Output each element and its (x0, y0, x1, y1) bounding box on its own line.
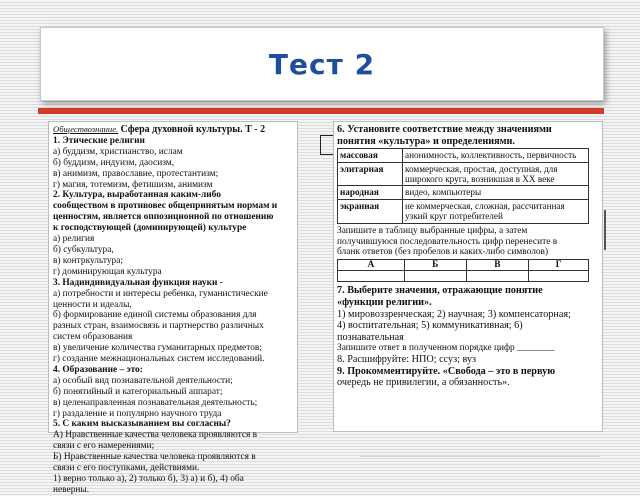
question-line: А) Нравственные качества человека проявляются в (53, 430, 258, 441)
question-line: б) понятийный и категориальный аппарат; (53, 386, 223, 397)
question-line: а) буддизм, христианство, ислам (53, 146, 183, 157)
question-line: в) контркультура; (53, 255, 123, 266)
question-line: в) целенаправленная познавательная деятельность; (53, 397, 258, 408)
answer-cell (466, 271, 528, 282)
bracket-mark (320, 135, 333, 155)
question-line: 4. Образование – это: (53, 364, 143, 375)
accent-bar (38, 108, 604, 114)
q7-option-2: 4) воспитательная; 5) коммуникативная; 6) (337, 320, 523, 332)
question-line: б) субкультура, (53, 244, 114, 255)
matching-term: элитарная (338, 162, 403, 186)
answer-cell (404, 271, 466, 282)
question-line: разных стран, взаимосвязь и партнерство различных (53, 321, 264, 332)
matching-term: народная (338, 186, 403, 199)
scan-edge-mark (604, 210, 606, 250)
question-line: 3. Надиндивидуальная функция науки - (53, 277, 223, 288)
matching-definition: коммерческая, простая, доступная, для широкого круга, возникшая в XX веке (403, 162, 589, 186)
left-header (53, 124, 293, 136)
q7-line-1: 7. Выберите значения, отражающие понятие (337, 285, 543, 297)
q6-line-1: 6. Установите соответствие между значениями (337, 124, 552, 135)
matching-term: массовая (338, 149, 403, 162)
question-line: б) формирование единой системы образования для (53, 310, 257, 321)
matching-row (338, 199, 589, 223)
question-line: сообществом в противовес общепринятым нормам и (53, 201, 278, 212)
question-line: б) буддизм, индуизм, даосизм, (53, 157, 175, 168)
footer-divider (360, 455, 600, 457)
q8-line: 8. Расшифруйте: НПО; ссуз; вуз (337, 354, 477, 366)
matching-table (337, 148, 589, 223)
matching-row (338, 149, 589, 162)
matching-definition: видео, компьютеры (403, 186, 589, 199)
right-test-panel (333, 121, 603, 432)
matching-term: экранная (338, 199, 403, 223)
answer-cell (338, 271, 405, 282)
question-line: ценности и идеалы, (53, 299, 132, 310)
instruction-line-2: получившуюся последовательность цифр перенесите в (337, 236, 558, 247)
answer-header-a: А (338, 260, 405, 271)
q7-option-3: познавательная (337, 331, 404, 343)
question-line: к господствующей (доминирующей) культуре (53, 223, 247, 234)
matching-row (338, 186, 589, 199)
question-line: систем образования (53, 332, 133, 343)
question-line: Б) Нравственные качества человека проявляются в (53, 452, 256, 463)
instruction-line-1: Запишите в таблицу выбранные цифры, а затем (337, 225, 528, 236)
test-title: Сфера духовной культуры. Т - 2 (120, 124, 266, 135)
question-line: а) особый вид познавательной деятельности; (53, 375, 233, 386)
q7-answer-line: Запишите ответ в полученном порядке цифр ________ (337, 343, 555, 354)
question-line: г) раздаление и популярно научного труда (53, 408, 222, 419)
q9-line-2: очередь не привилегии, а обязанность». (337, 377, 510, 389)
question-line: г) доминирующая культура (53, 266, 162, 277)
answer-table (337, 259, 589, 282)
q7-line-2: «функции религии». (337, 296, 432, 308)
answer-header-b: Б (404, 260, 466, 271)
question-line: связи с его поступками, действиями. (53, 463, 200, 474)
question-line: г) создание межнациональных систем исследований. (53, 354, 265, 365)
slide-title: Тест 2 (268, 47, 376, 81)
question-line: г) магия, тотемизм, фетишизм, анимизм (53, 179, 213, 190)
question-list (53, 136, 293, 496)
question-line: неверны. (53, 484, 90, 495)
title-card (40, 27, 604, 101)
question-line: связи с его намерениями; (53, 441, 155, 452)
answer-cell (529, 271, 589, 282)
matching-row (338, 162, 589, 186)
q7-option-1: 1) мировоззренческая; 2) научная; 3) компенсаторная; (337, 308, 571, 320)
matching-definition: не коммерческая, сложная, рассчитанная узкий круг потребителей (403, 199, 589, 223)
question-line: в) анимизм, православие, протестантизм; (53, 168, 219, 179)
subject-label: Обществознание. (53, 124, 119, 134)
question-line: ценностям, является оппозиционной по отношению (53, 212, 274, 223)
answer-header-g: Г (529, 260, 589, 271)
q6-line-2: понятия «культура» и определениями. (337, 135, 515, 147)
question-line: 5. С каким высказыванием вы согласны? (53, 419, 231, 430)
question-line: 1) верно только а), 2) только б), 3) а) и б), 4) оба (53, 474, 244, 484)
question-line: а) потребности и интересы ребенка, гуманистические (53, 288, 268, 299)
matching-definition: анонимность, коллективность, первичность (403, 149, 589, 162)
q9-line-1: 9. Прокомментируйте. «Свобода – это в первую (337, 365, 555, 377)
question-line: 1. Этические религии (53, 135, 145, 146)
instruction-line-3: бланк ответов (без пробелов и каких-либо символов) (337, 247, 549, 258)
question-line: в) увеличение количества гуманитарных предметов; (53, 343, 262, 354)
question-line: а) религия (53, 234, 95, 245)
left-test-panel (48, 121, 298, 495)
answer-header-v: В (466, 260, 528, 271)
question-line: 2. Культура, выработанная каким-либо (53, 190, 221, 201)
